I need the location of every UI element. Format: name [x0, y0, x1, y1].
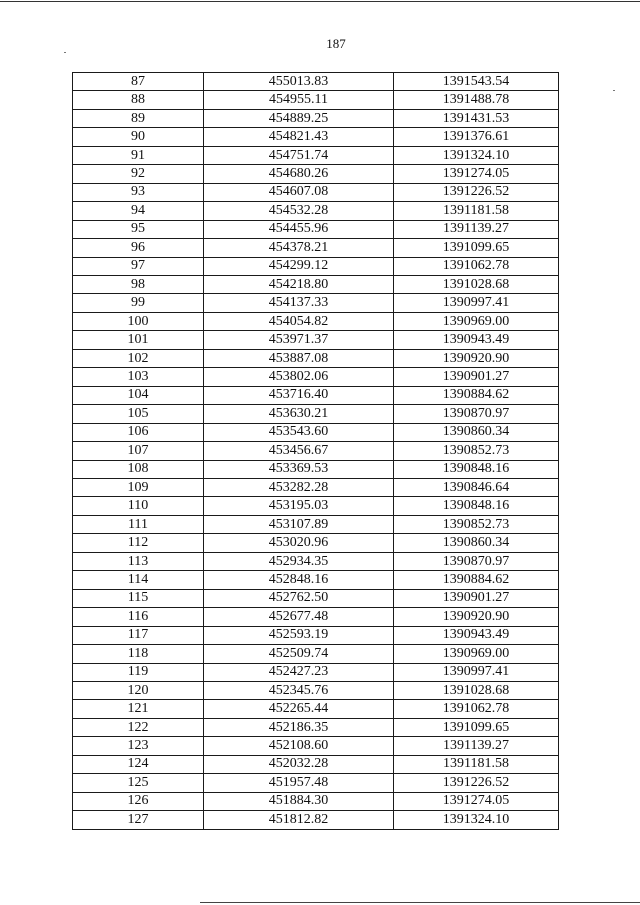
point-number-cell: 89 — [73, 109, 204, 127]
table-row — [73, 202, 559, 220]
y-coordinate-cell: 1390997.41 — [394, 663, 559, 681]
point-number-cell: 95 — [73, 220, 204, 238]
x-coordinate-cell: 453107.89 — [204, 515, 394, 533]
y-coordinate-cell: 1391274.05 — [394, 165, 559, 183]
table-row — [73, 442, 559, 460]
point-number-cell: 97 — [73, 257, 204, 275]
point-number-cell: 87 — [73, 73, 204, 91]
x-coordinate-cell: 454751.74 — [204, 146, 394, 164]
point-number-cell: 98 — [73, 275, 204, 293]
y-coordinate-cell: 1391431.53 — [394, 109, 559, 127]
y-coordinate-cell: 1390943.49 — [394, 626, 559, 644]
x-coordinate-cell: 454137.33 — [204, 294, 394, 312]
point-number-cell: 127 — [73, 811, 204, 829]
x-coordinate-cell: 454218.80 — [204, 275, 394, 293]
table-row — [73, 275, 559, 293]
x-coordinate-cell: 452848.16 — [204, 571, 394, 589]
table-row — [73, 423, 559, 441]
table-row — [73, 552, 559, 570]
x-coordinate-cell: 454378.21 — [204, 239, 394, 257]
x-coordinate-cell: 451957.48 — [204, 774, 394, 792]
x-coordinate-cell: 454455.96 — [204, 220, 394, 238]
table-row — [73, 497, 559, 515]
page-number: 187 — [326, 36, 346, 51]
y-coordinate-cell: 1391028.68 — [394, 681, 559, 699]
x-coordinate-cell: 453630.21 — [204, 405, 394, 423]
y-coordinate-cell: 1390860.34 — [394, 423, 559, 441]
y-coordinate-cell: 1391139.27 — [394, 737, 559, 755]
table-row — [73, 737, 559, 755]
table-row — [73, 534, 559, 552]
x-coordinate-cell: 454889.25 — [204, 109, 394, 127]
y-coordinate-cell: 1391226.52 — [394, 183, 559, 201]
x-coordinate-cell: 453543.60 — [204, 423, 394, 441]
point-number-cell: 121 — [73, 700, 204, 718]
point-number-cell: 114 — [73, 571, 204, 589]
point-number-cell: 118 — [73, 645, 204, 663]
x-coordinate-cell: 453716.40 — [204, 386, 394, 404]
table-row — [73, 589, 559, 607]
point-number-cell: 103 — [73, 368, 204, 386]
y-coordinate-cell: 1390870.97 — [394, 405, 559, 423]
x-coordinate-cell: 452108.60 — [204, 737, 394, 755]
y-coordinate-cell: 1390943.49 — [394, 331, 559, 349]
point-number-cell: 112 — [73, 534, 204, 552]
table-row — [73, 645, 559, 663]
scan-speck — [613, 90, 615, 91]
x-coordinate-cell: 453369.53 — [204, 460, 394, 478]
x-coordinate-cell: 453887.08 — [204, 349, 394, 367]
y-coordinate-cell: 1391226.52 — [394, 774, 559, 792]
point-number-cell: 113 — [73, 552, 204, 570]
y-coordinate-cell: 1390852.73 — [394, 442, 559, 460]
point-number-cell: 105 — [73, 405, 204, 423]
scan-top-edge — [0, 1, 640, 2]
y-coordinate-cell: 1391488.78 — [394, 91, 559, 109]
table-row — [73, 700, 559, 718]
scan-speck — [64, 52, 66, 53]
point-number-cell: 116 — [73, 608, 204, 626]
table-row — [73, 718, 559, 736]
x-coordinate-cell: 454680.26 — [204, 165, 394, 183]
y-coordinate-cell: 1391376.61 — [394, 128, 559, 146]
point-number-cell: 120 — [73, 681, 204, 699]
point-number-cell: 96 — [73, 239, 204, 257]
y-coordinate-cell: 1390848.16 — [394, 497, 559, 515]
table-row — [73, 405, 559, 423]
table-row — [73, 774, 559, 792]
point-number-cell: 107 — [73, 442, 204, 460]
x-coordinate-cell: 451812.82 — [204, 811, 394, 829]
x-coordinate-cell: 454054.82 — [204, 312, 394, 330]
x-coordinate-cell: 455013.83 — [204, 73, 394, 91]
table-row — [73, 478, 559, 496]
y-coordinate-cell: 1390901.27 — [394, 368, 559, 386]
scan-bottom-edge — [200, 902, 640, 903]
y-coordinate-cell: 1391062.78 — [394, 700, 559, 718]
x-coordinate-cell: 452345.76 — [204, 681, 394, 699]
point-number-cell: 99 — [73, 294, 204, 312]
x-coordinate-cell: 453456.67 — [204, 442, 394, 460]
table-row — [73, 792, 559, 810]
x-coordinate-cell: 452934.35 — [204, 552, 394, 570]
x-coordinate-cell: 452509.74 — [204, 645, 394, 663]
table-row — [73, 386, 559, 404]
y-coordinate-cell: 1390969.00 — [394, 312, 559, 330]
x-coordinate-cell: 452186.35 — [204, 718, 394, 736]
table-row — [73, 165, 559, 183]
x-coordinate-cell: 454955.11 — [204, 91, 394, 109]
table-row — [73, 571, 559, 589]
y-coordinate-cell: 1390884.62 — [394, 386, 559, 404]
y-coordinate-cell: 1390846.64 — [394, 478, 559, 496]
table-row — [73, 312, 559, 330]
y-coordinate-cell: 1391099.65 — [394, 239, 559, 257]
point-number-cell: 124 — [73, 755, 204, 773]
point-number-cell: 106 — [73, 423, 204, 441]
x-coordinate-cell: 454299.12 — [204, 257, 394, 275]
point-number-cell: 104 — [73, 386, 204, 404]
table-row — [73, 91, 559, 109]
x-coordinate-cell: 452677.48 — [204, 608, 394, 626]
table-row — [73, 755, 559, 773]
point-number-cell: 125 — [73, 774, 204, 792]
point-number-cell: 92 — [73, 165, 204, 183]
y-coordinate-cell: 1390870.97 — [394, 552, 559, 570]
table-row — [73, 663, 559, 681]
x-coordinate-cell: 454821.43 — [204, 128, 394, 146]
point-number-cell: 101 — [73, 331, 204, 349]
point-number-cell: 90 — [73, 128, 204, 146]
y-coordinate-cell: 1390860.34 — [394, 534, 559, 552]
y-coordinate-cell: 1391543.54 — [394, 73, 559, 91]
table-row — [73, 239, 559, 257]
point-number-cell: 108 — [73, 460, 204, 478]
point-number-cell: 123 — [73, 737, 204, 755]
y-coordinate-cell: 1390920.90 — [394, 349, 559, 367]
x-coordinate-cell: 453020.96 — [204, 534, 394, 552]
point-number-cell: 126 — [73, 792, 204, 810]
table-row — [73, 681, 559, 699]
table-row — [73, 331, 559, 349]
point-number-cell: 111 — [73, 515, 204, 533]
y-coordinate-cell: 1390901.27 — [394, 589, 559, 607]
x-coordinate-cell: 453802.06 — [204, 368, 394, 386]
table-row — [73, 220, 559, 238]
y-coordinate-cell: 1390997.41 — [394, 294, 559, 312]
table-row — [73, 257, 559, 275]
y-coordinate-cell: 1390920.90 — [394, 608, 559, 626]
x-coordinate-cell: 452762.50 — [204, 589, 394, 607]
x-coordinate-cell: 452032.28 — [204, 755, 394, 773]
y-coordinate-cell: 1391181.58 — [394, 755, 559, 773]
point-number-cell: 115 — [73, 589, 204, 607]
coordinates-table-body — [73, 73, 559, 830]
table-row — [73, 183, 559, 201]
y-coordinate-cell: 1390884.62 — [394, 571, 559, 589]
y-coordinate-cell: 1391062.78 — [394, 257, 559, 275]
table-row — [73, 73, 559, 91]
y-coordinate-cell: 1391274.05 — [394, 792, 559, 810]
point-number-cell: 122 — [73, 718, 204, 736]
x-coordinate-cell: 454607.08 — [204, 183, 394, 201]
y-coordinate-cell: 1391324.10 — [394, 146, 559, 164]
table-row — [73, 460, 559, 478]
x-coordinate-cell: 453195.03 — [204, 497, 394, 515]
table-row — [73, 626, 559, 644]
table-row — [73, 349, 559, 367]
coordinates-table — [72, 72, 559, 830]
table-row — [73, 811, 559, 829]
point-number-cell: 93 — [73, 183, 204, 201]
y-coordinate-cell: 1390852.73 — [394, 515, 559, 533]
x-coordinate-cell: 452427.23 — [204, 663, 394, 681]
point-number-cell: 102 — [73, 349, 204, 367]
y-coordinate-cell: 1391181.58 — [394, 202, 559, 220]
x-coordinate-cell: 453282.28 — [204, 478, 394, 496]
point-number-cell: 94 — [73, 202, 204, 220]
point-number-cell: 119 — [73, 663, 204, 681]
x-coordinate-cell: 454532.28 — [204, 202, 394, 220]
table-row — [73, 515, 559, 533]
y-coordinate-cell: 1391028.68 — [394, 275, 559, 293]
table-row — [73, 608, 559, 626]
y-coordinate-cell: 1390848.16 — [394, 460, 559, 478]
table-row — [73, 109, 559, 127]
point-number-cell: 110 — [73, 497, 204, 515]
point-number-cell: 109 — [73, 478, 204, 496]
table-row — [73, 368, 559, 386]
table-row — [73, 294, 559, 312]
x-coordinate-cell: 452265.44 — [204, 700, 394, 718]
x-coordinate-cell: 452593.19 — [204, 626, 394, 644]
table-row — [73, 128, 559, 146]
point-number-cell: 117 — [73, 626, 204, 644]
table-row — [73, 146, 559, 164]
x-coordinate-cell: 453971.37 — [204, 331, 394, 349]
x-coordinate-cell: 451884.30 — [204, 792, 394, 810]
y-coordinate-cell: 1391099.65 — [394, 718, 559, 736]
point-number-cell: 88 — [73, 91, 204, 109]
point-number-cell: 91 — [73, 146, 204, 164]
point-number-cell: 100 — [73, 312, 204, 330]
y-coordinate-cell: 1391139.27 — [394, 220, 559, 238]
y-coordinate-cell: 1391324.10 — [394, 811, 559, 829]
y-coordinate-cell: 1390969.00 — [394, 645, 559, 663]
